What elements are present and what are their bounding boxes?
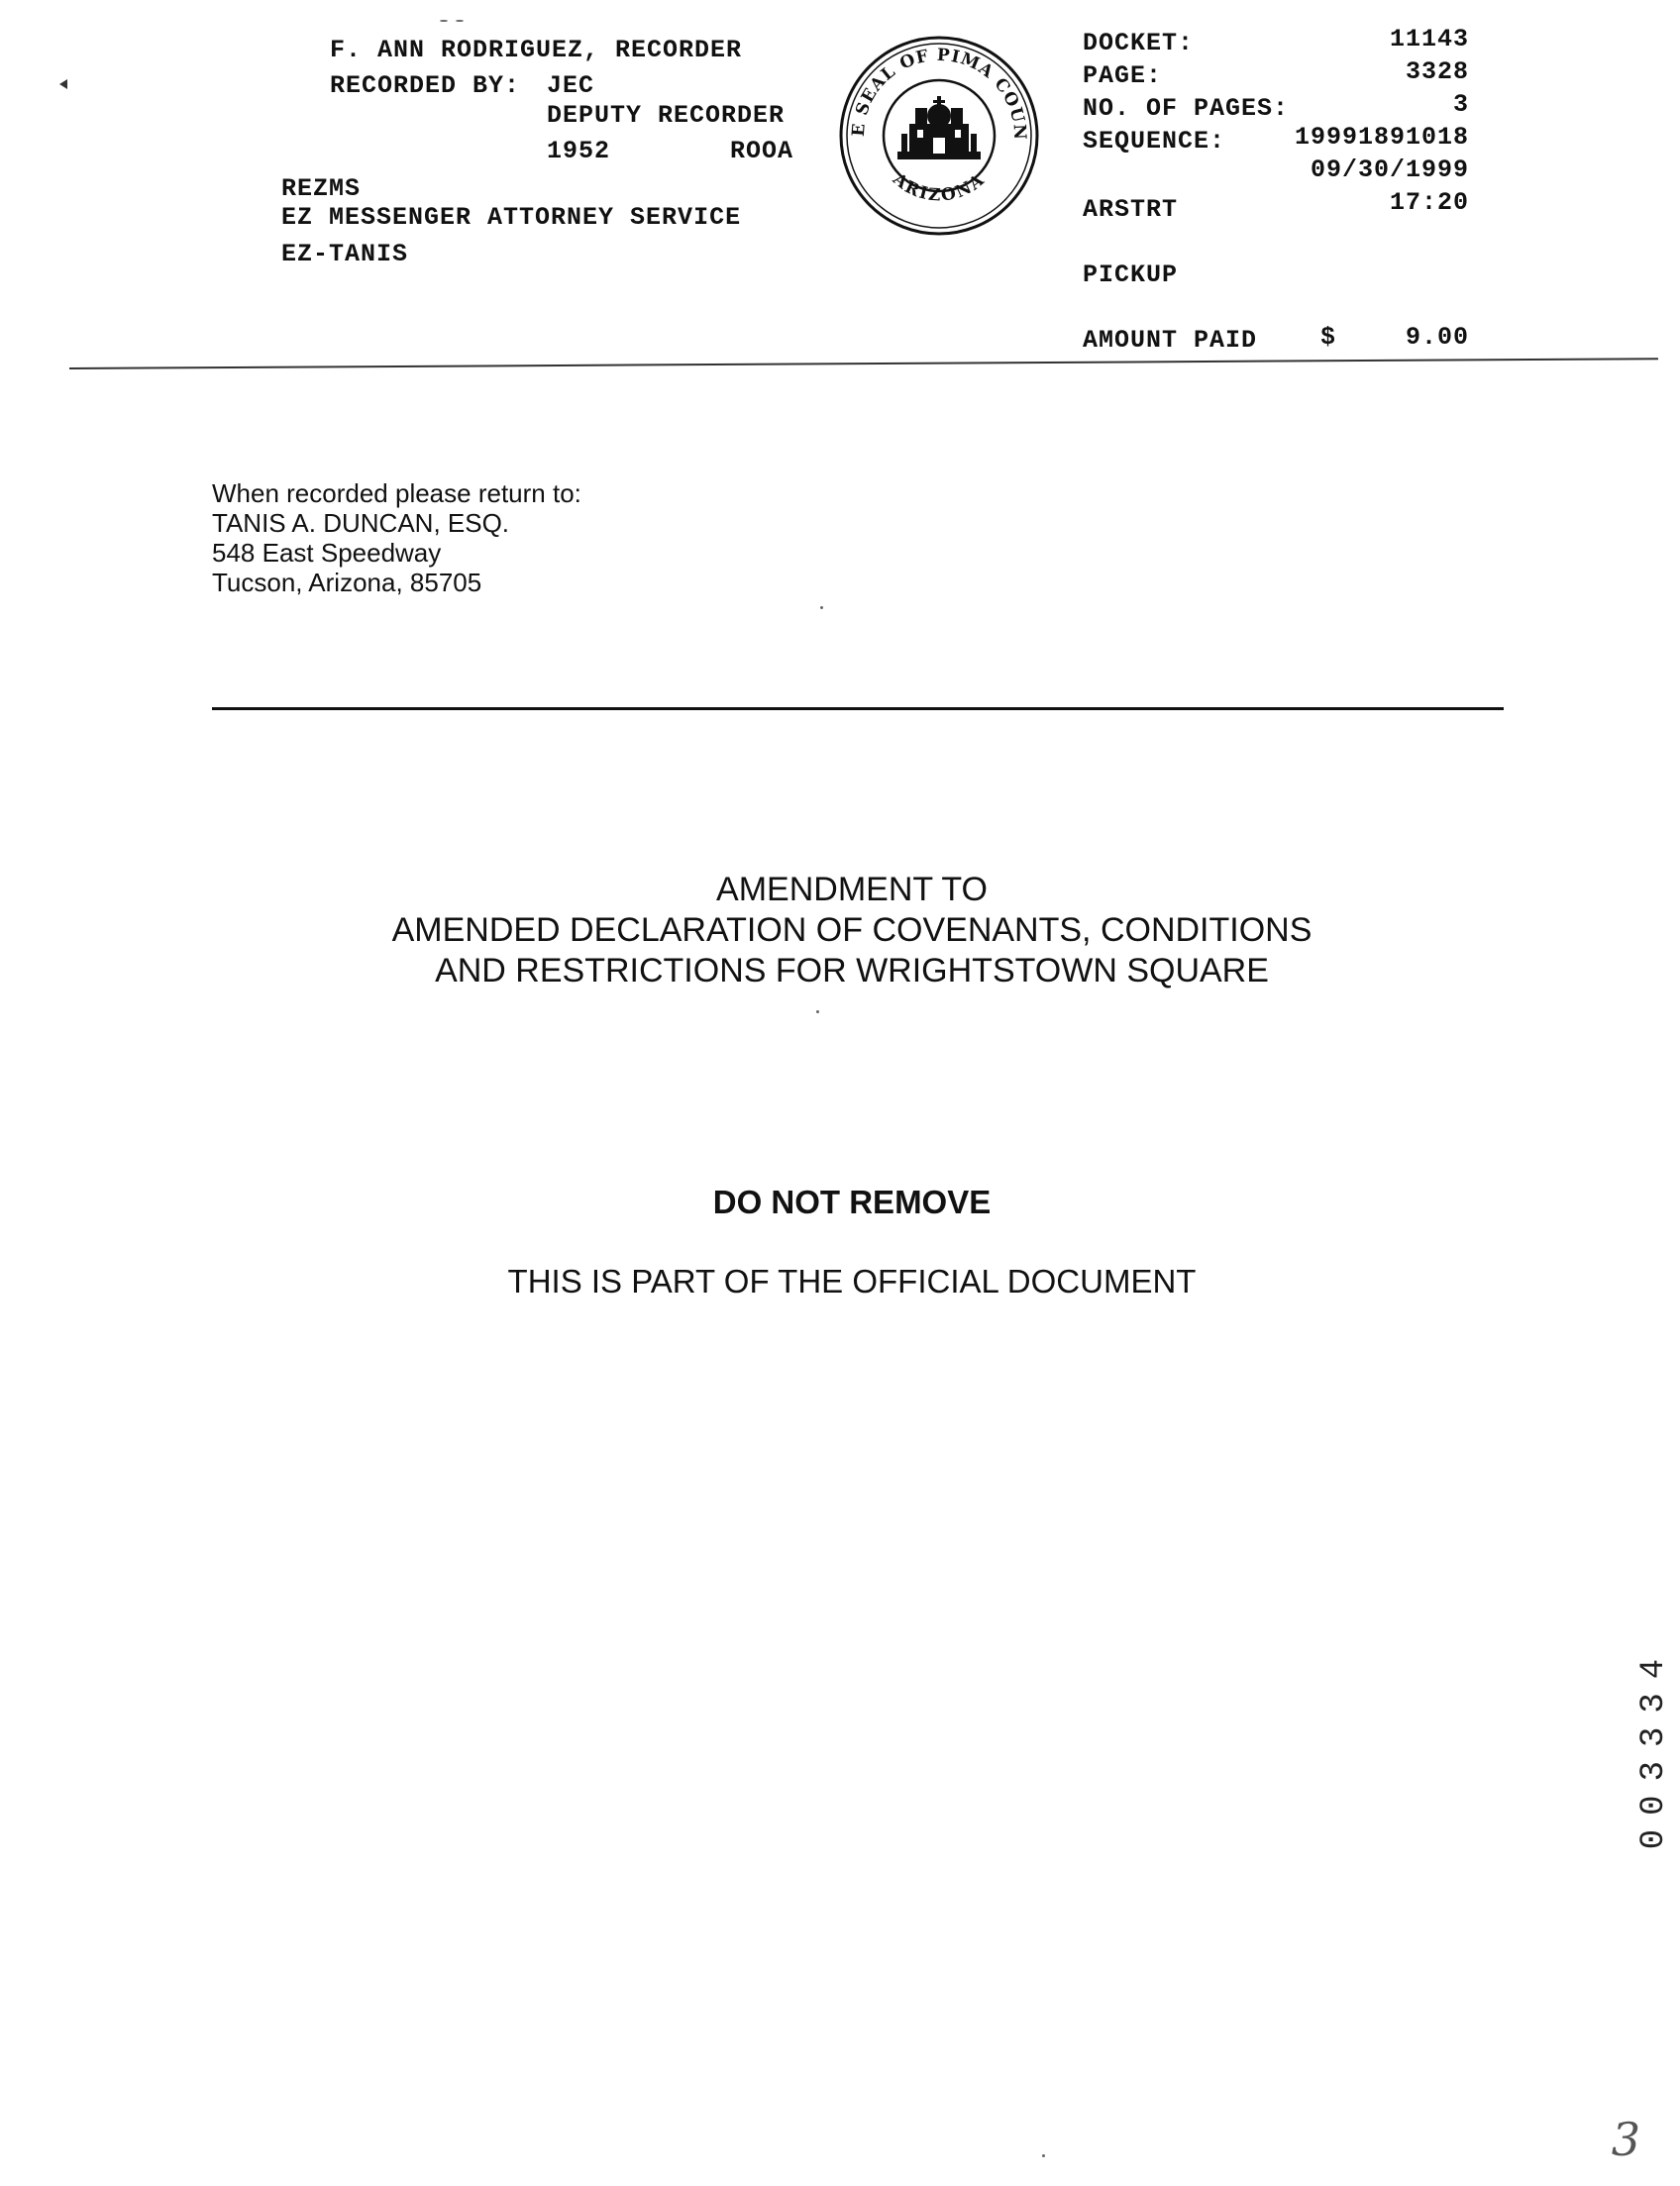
- do-not-remove-notice: DO NOT REMOVE: [712, 1184, 992, 1220]
- pages-label: NO. OF PAGES:: [1083, 94, 1290, 123]
- pages-value: 3: [1452, 90, 1469, 119]
- docket-label: DOCKET:: [1083, 29, 1195, 57]
- side-stamp: [1634, 1570, 1674, 1922]
- county-seal: [838, 35, 1040, 237]
- client-name: EZ MESSENGER ATTORNEY SERVICE: [281, 203, 742, 232]
- seal-graphic: [838, 35, 1040, 237]
- docket-value: 11143: [1389, 25, 1469, 53]
- amount-paid-label: AMOUNT PAID: [1083, 326, 1258, 355]
- arstrt-label: ARSTRT: [1083, 195, 1179, 224]
- return-street: 548 East Speedway: [212, 538, 442, 568]
- section-divider: [212, 707, 1504, 710]
- recording-time: 17:20: [1389, 188, 1469, 217]
- title-line-3: AND RESTRICTIONS FOR WRIGHTSTOWN SQUARE: [435, 952, 1269, 989]
- recording-date: 09/30/1999: [1310, 156, 1469, 184]
- deputy-number: 1952: [547, 137, 611, 165]
- return-name: TANIS A. DUNCAN, ESQ.: [212, 508, 510, 538]
- scan-speck: [440, 20, 448, 22]
- scan-speck: [820, 606, 823, 609]
- deputy-code: ROOA: [730, 137, 794, 165]
- page-value: 3328: [1405, 57, 1469, 86]
- return-address: [212, 478, 581, 597]
- return-heading: When recorded please return to:: [212, 478, 581, 508]
- client-code: REZMS: [281, 174, 362, 203]
- header-divider: [69, 358, 1658, 369]
- recorder-name-line: F. ANN RODRIGUEZ, RECORDER: [330, 36, 743, 64]
- title-line-1: AMENDMENT TO: [716, 871, 988, 908]
- sequence-label: SEQUENCE:: [1083, 127, 1226, 156]
- document-title: [297, 870, 1407, 991]
- currency-symbol: $: [1320, 323, 1337, 352]
- page-number: 3: [1611, 2113, 1640, 2166]
- margin-mark: [59, 79, 67, 89]
- recorded-by-value: JEC: [547, 71, 595, 100]
- title-line-2: AMENDED DECLARATION OF COVENANTS, CONDITIONS: [391, 911, 1312, 949]
- recorded-by-label: RECORDED BY:: [330, 71, 521, 100]
- scan-speck: [1042, 2154, 1045, 2157]
- official-document-notice: THIS IS PART OF THE OFFICIAL DOCUMENT: [507, 1263, 1197, 1300]
- amount-paid-value: 9.00: [1405, 323, 1469, 352]
- svg-text:THE SEAL OF PIMA COUNTY: E SEAL OF PIMA COUN: [848, 45, 1030, 142]
- svg-text:ARIZONA: ARIZONA: [889, 169, 990, 206]
- pickup-label: PICKUP: [1083, 260, 1179, 289]
- client-ref: EZ-TANIS: [281, 240, 409, 268]
- deputy-recorder-label: DEPUTY RECORDER: [547, 101, 786, 130]
- scan-speck: [816, 1010, 819, 1013]
- return-city: Tucson, Arizona, 85705: [212, 568, 482, 597]
- side-stamp-text: 003334: [1635, 1644, 1673, 1850]
- page-label: PAGE:: [1083, 61, 1163, 90]
- sequence-value: 19991891018: [1294, 123, 1469, 152]
- scan-speck: [456, 20, 464, 22]
